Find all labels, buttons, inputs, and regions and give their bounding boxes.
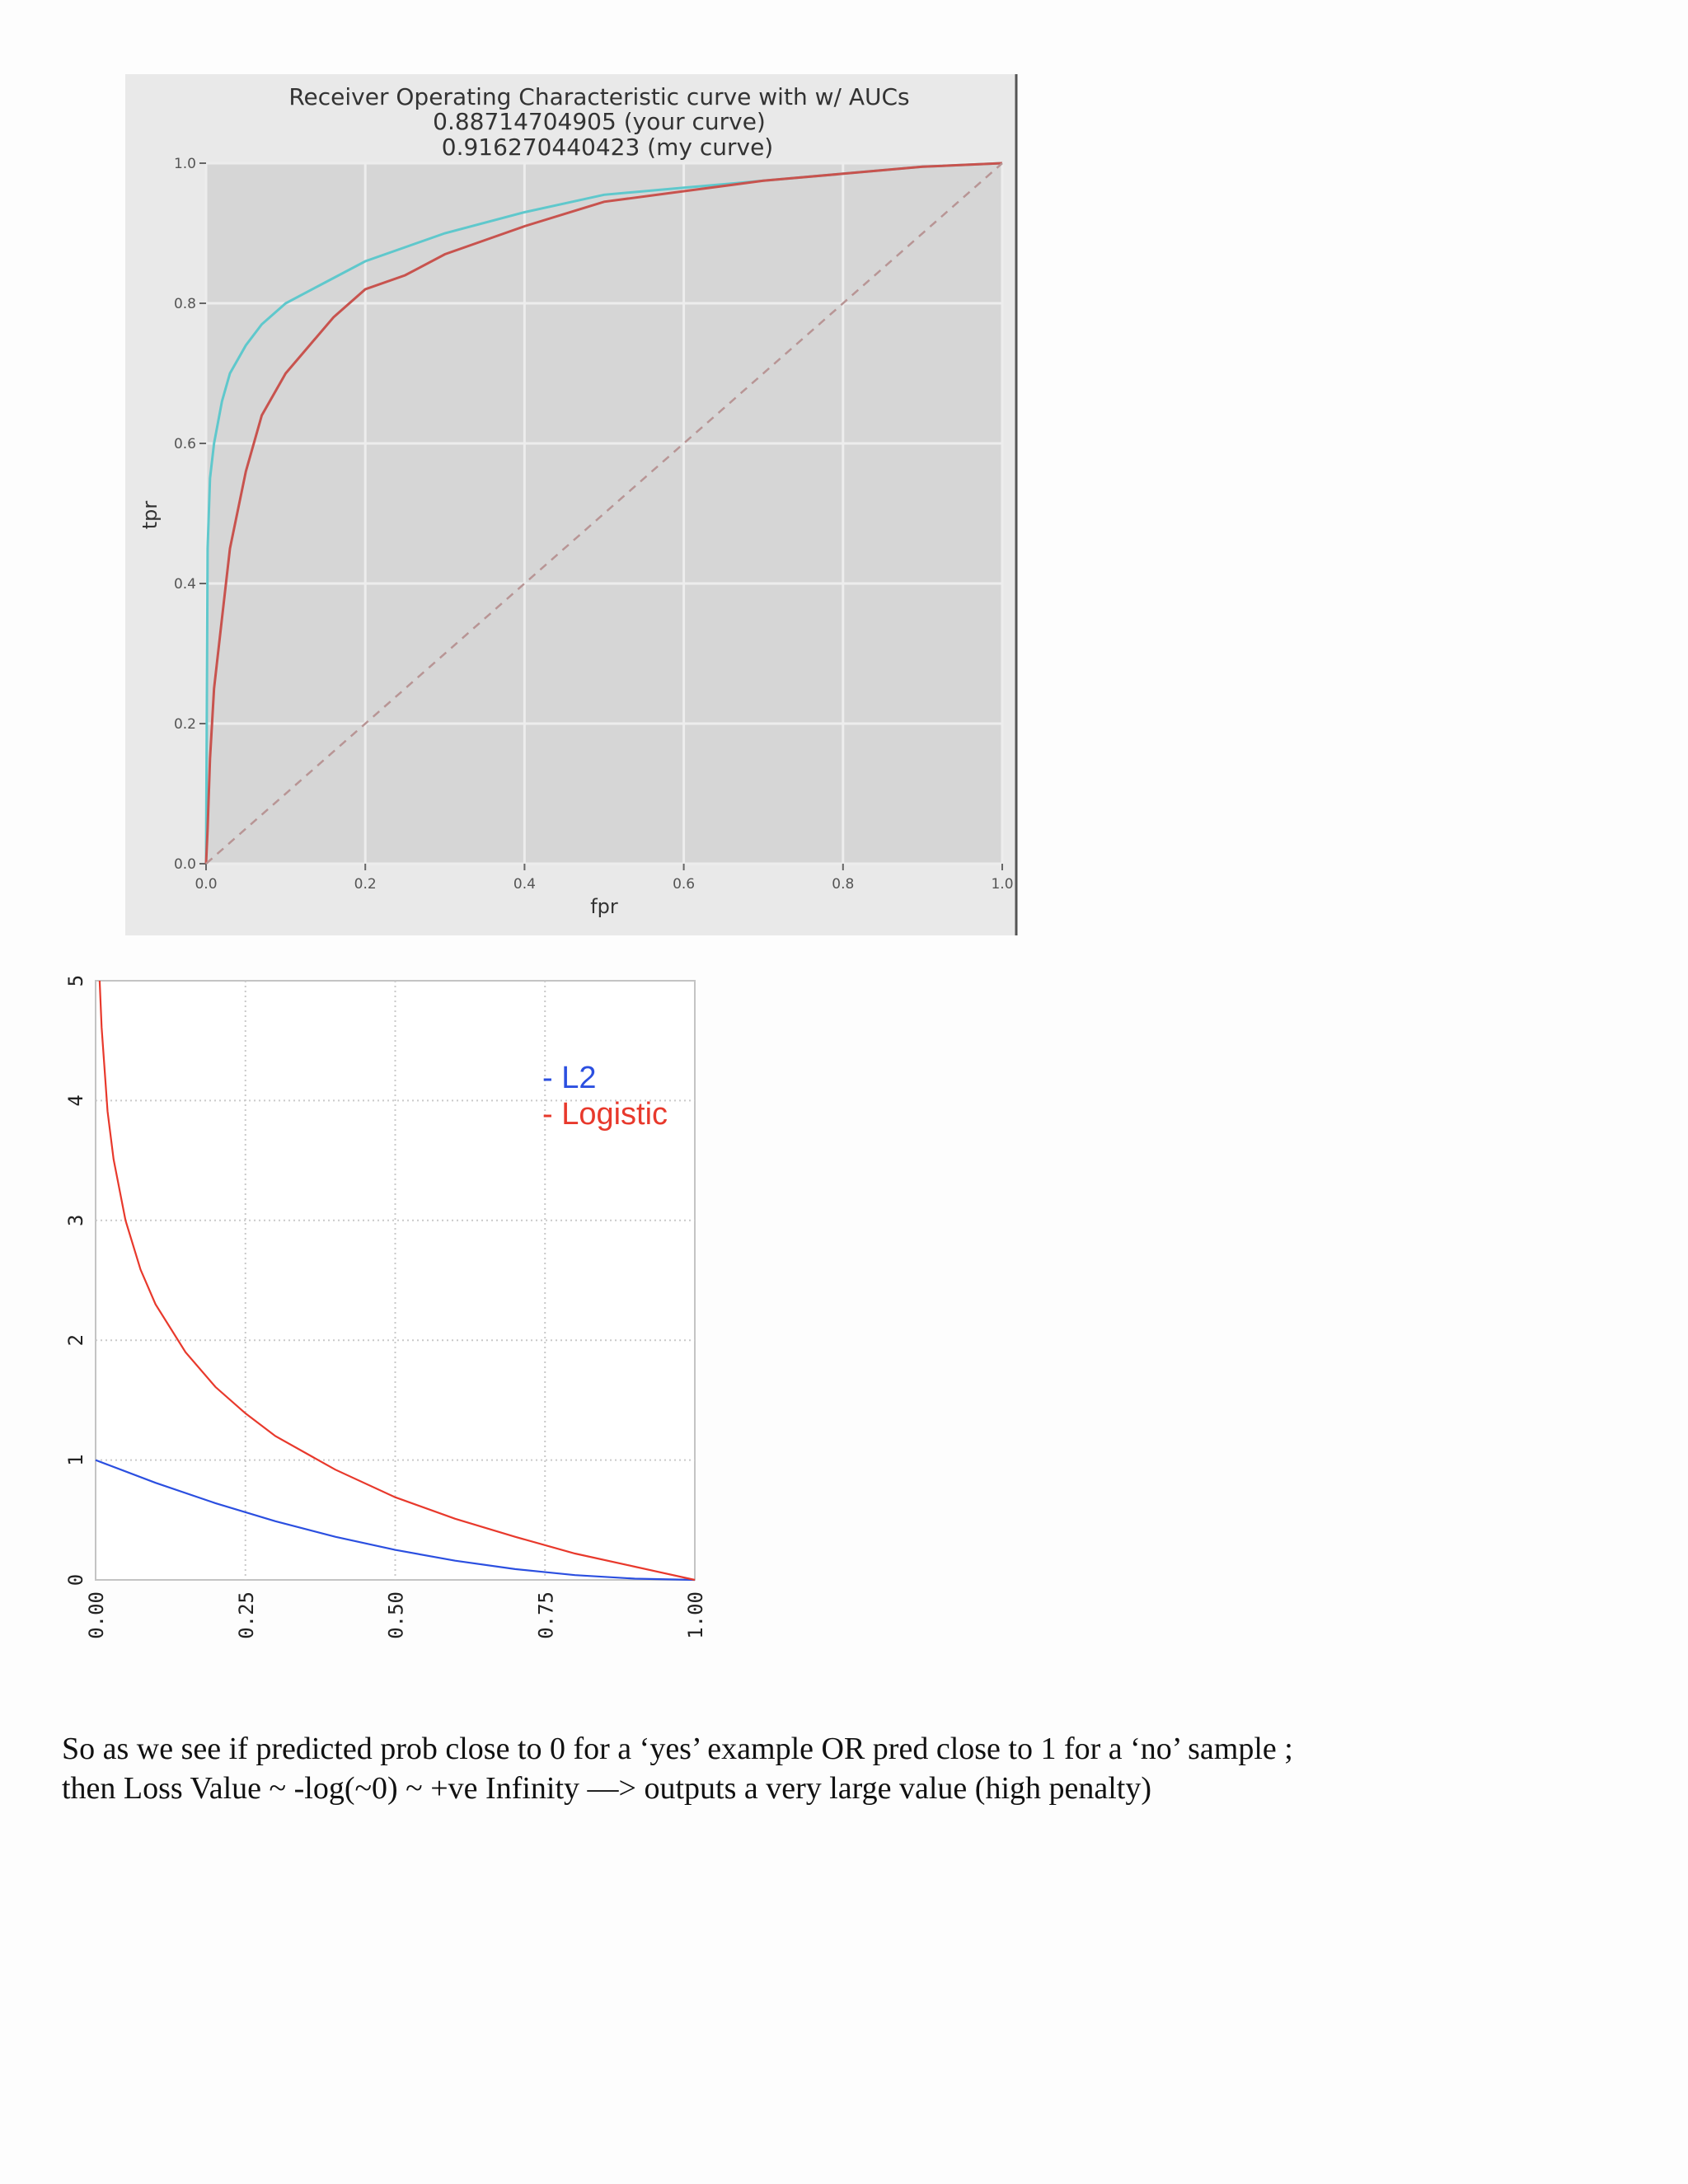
roc-y-axis-label: tpr xyxy=(138,500,162,530)
loss-y-tick-label: 3 xyxy=(64,1214,87,1227)
loss-x-tick-label: 0.25 xyxy=(234,1591,258,1639)
loss-x-tick-label: 1.00 xyxy=(684,1591,707,1639)
roc-y-tick-label: 0.4 xyxy=(173,576,196,593)
roc-x-tick-label: 0.8 xyxy=(832,876,855,893)
roc-subtitle-your-curve: 0.88714704905 (your curve) xyxy=(433,108,766,135)
legend-item-logistic: - Logistic xyxy=(542,1097,668,1132)
loss-y-tick-label: 0 xyxy=(64,1573,87,1586)
roc-y-tick-label: 0.8 xyxy=(173,296,196,312)
roc-x-axis-label: fpr xyxy=(590,895,618,918)
roc-y-tick-label: 0.6 xyxy=(173,436,196,452)
roc-x-tick-label: 0.4 xyxy=(513,876,536,893)
roc-chart xyxy=(0,0,1039,948)
roc-subtitle-my-curve: 0.916270440423 (my curve) xyxy=(441,134,774,161)
loss-y-tick-label: 5 xyxy=(64,974,87,987)
roc-plot-area xyxy=(206,163,1002,864)
loss-chart xyxy=(0,964,742,1665)
roc-x-tick-label: 0.6 xyxy=(673,876,696,893)
roc-x-tick-label: 0.2 xyxy=(354,876,377,893)
roc-title: Receiver Operating Characteristic curve with w/ AUCs xyxy=(288,83,910,110)
loss-y-tick-label: 2 xyxy=(64,1333,87,1347)
roc-y-tick-label: 0.0 xyxy=(173,856,196,873)
loss-x-tick-label: 0.00 xyxy=(85,1591,108,1639)
roc-y-tick-label: 1.0 xyxy=(173,156,196,172)
roc-y-tick-label: 0.2 xyxy=(173,716,196,733)
loss-x-tick-label: 0.50 xyxy=(384,1591,408,1639)
roc-x-tick-label: 1.0 xyxy=(991,876,1014,893)
loss-x-tick-label: 0.75 xyxy=(534,1591,558,1639)
roc-x-tick-label: 0.0 xyxy=(195,876,218,893)
loss-y-tick-label: 4 xyxy=(64,1094,87,1107)
loss-y-tick-label: 1 xyxy=(64,1454,87,1466)
caption-line-2: then Loss Value ~ -log(~0) ~ +ve Infinity —> outputs a very large value (high penalty) xyxy=(62,1771,1152,1806)
legend-item-l2: - L2 xyxy=(542,1061,597,1095)
caption-line-1: So as we see if predicted prob close to 0 for a ‘yes’ example OR pred close to 1 for a ‘no’ sample ; xyxy=(62,1732,1293,1766)
